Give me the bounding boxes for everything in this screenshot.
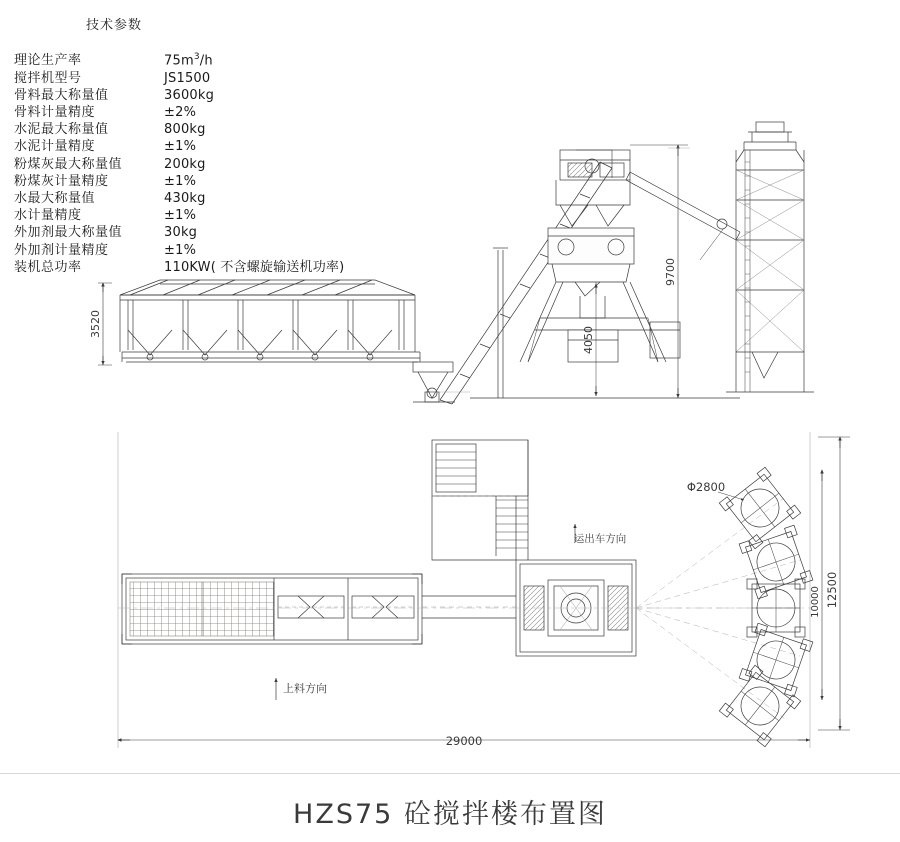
spec-value: JS1500 (164, 70, 211, 86)
spec-label: 水计量精度 (14, 208, 82, 224)
dimension-label-29000: 29000 (445, 734, 483, 748)
spec-label: 骨料最大称量值 (14, 87, 109, 103)
spec-value: ±2% (164, 104, 197, 120)
spec-value: 3600kg (164, 87, 215, 103)
dimension-label-diameter: Φ2800 (686, 480, 726, 494)
plan-view (118, 432, 850, 748)
dimension-label-9700: 9700 (664, 258, 677, 286)
feeding-direction-label: 上料方向 (283, 682, 327, 695)
spec-value: 30kg (164, 225, 198, 241)
aggregate-batcher-elevation (120, 280, 420, 362)
spec-label: 理论生产率 (14, 53, 82, 69)
dimension-label-4050: 4050 (582, 326, 595, 354)
spec-value-sup: 3 (193, 52, 200, 62)
spec-label: 水最大称量值 (14, 190, 96, 206)
screw-conveyor-elevation (626, 172, 740, 260)
truck-direction-label: 运出车方向 (573, 533, 627, 545)
skip-conveyor-elevation (440, 150, 612, 404)
spec-label: 外加剂计量精度 (14, 242, 109, 258)
spec-label: 搅拌机型号 (14, 70, 82, 86)
mixer-building-plan (432, 440, 636, 656)
spec-value: 800kg (164, 122, 206, 138)
figure-caption: HZS75 砼搅拌楼布置图 (293, 799, 607, 830)
spec-label: 粉煤灰最大称量值 (14, 156, 123, 172)
cement-silo-elevation (726, 122, 814, 392)
dimension-9700 (630, 145, 688, 398)
spec-value-tail: /h (199, 53, 213, 69)
spec-label: 骨料计量精度 (14, 104, 96, 120)
technical-parameters-title: 技术参数 (86, 18, 143, 33)
spec-value: 430kg (164, 190, 206, 206)
spec-label: 水泥计量精度 (14, 139, 96, 155)
elevation-view (98, 122, 814, 404)
spec-label: 粉煤灰计量精度 (14, 173, 109, 189)
spec-value: 200kg (164, 156, 206, 172)
spec-value: 110KW( 不含螺旋输送机功率) (164, 259, 345, 275)
dimension-label-10000: 10000 (810, 586, 821, 618)
spec-label: 装机总功率 (14, 259, 82, 275)
spec-value-main: 75m (164, 53, 194, 69)
transfer-hopper-elevation (413, 362, 455, 402)
spec-label: 外加剂最大称量值 (14, 225, 123, 241)
aggregate-batcher-plan (122, 574, 422, 644)
caption-divider (0, 773, 900, 774)
dimension-label-12500: 12500 (825, 571, 839, 609)
spec-value: ±1% (164, 208, 197, 224)
spec-value: ±1% (164, 173, 197, 189)
dimension-label-3520: 3520 (89, 310, 102, 338)
spec-value: ±1% (164, 139, 197, 155)
spec-value: ±1% (164, 242, 197, 258)
spec-label: 水泥最大称量值 (14, 122, 109, 138)
mixing-tower-elevation (470, 150, 740, 398)
